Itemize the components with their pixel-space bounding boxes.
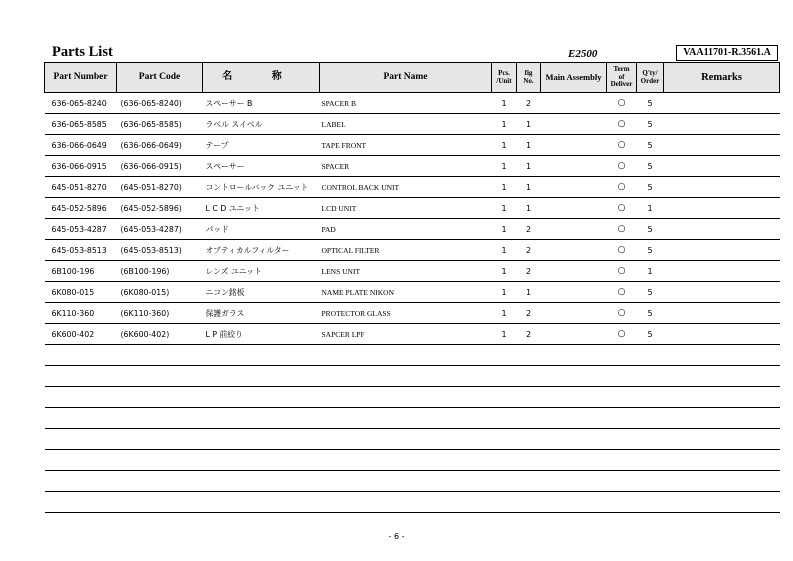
cell-jp-name: パッド <box>203 219 320 240</box>
cell-fig-no: 2 <box>517 219 541 240</box>
model-name: E2500 <box>568 48 598 60</box>
empty-cell <box>45 345 780 366</box>
cell-part-code: (645-052-5896) <box>117 198 203 219</box>
cell-term-of-deliver: ○ <box>607 240 637 261</box>
cell-qty-order: 5 <box>637 324 664 345</box>
empty-cell <box>45 492 780 513</box>
cell-main-assembly <box>541 303 607 324</box>
cell-term-of-deliver: ○ <box>607 93 637 114</box>
col-jp-name: 名 称 <box>203 63 320 93</box>
table-row <box>45 303 780 324</box>
empty-cell <box>45 408 780 429</box>
cell-pcs-unit: 1 <box>492 156 517 177</box>
cell-qty-order: 1 <box>637 261 664 282</box>
cell-part-name: PAD <box>320 219 492 240</box>
cell-main-assembly <box>541 156 607 177</box>
document-number: VAA11701-R.3561.A <box>676 45 778 61</box>
cell-part-number: 6K080-015 <box>45 282 117 303</box>
cell-fig-no: 2 <box>517 93 541 114</box>
cell-part-name: SPACER <box>320 156 492 177</box>
table-row <box>45 240 780 261</box>
cell-term-of-deliver: ○ <box>607 261 637 282</box>
col-pcs-line1: Pcs. <box>498 69 510 78</box>
cell-part-number: 636-065-8240 <box>45 93 117 114</box>
cell-jp-name: L C D ユニット <box>203 198 320 219</box>
table-row <box>45 156 780 177</box>
cell-pcs-unit: 1 <box>492 261 517 282</box>
cell-part-name: SPACER B <box>320 93 492 114</box>
cell-term-of-deliver: ○ <box>607 177 637 198</box>
cell-term-of-deliver: ○ <box>607 282 637 303</box>
parts-table <box>44 62 780 513</box>
col-part-name: Part Name <box>320 63 492 93</box>
cell-remarks <box>664 198 780 219</box>
cell-term-of-deliver: ○ <box>607 156 637 177</box>
table-row <box>45 261 780 282</box>
cell-pcs-unit: 1 <box>492 324 517 345</box>
cell-qty-order: 5 <box>637 156 664 177</box>
cell-remarks <box>664 177 780 198</box>
cell-pcs-unit: 1 <box>492 93 517 114</box>
page-title: Parts List <box>52 44 113 60</box>
cell-qty-order: 5 <box>637 303 664 324</box>
cell-term-of-deliver: ○ <box>607 219 637 240</box>
cell-remarks <box>664 219 780 240</box>
cell-part-code: (636-066-0649) <box>117 135 203 156</box>
cell-jp-name: ラベル スイベル <box>203 114 320 135</box>
cell-part-number: 645-052-5896 <box>45 198 117 219</box>
cell-fig-no: 1 <box>517 198 541 219</box>
cell-part-name: OPTICAL FILTER <box>320 240 492 261</box>
cell-fig-no: 1 <box>517 135 541 156</box>
cell-part-number: 6K600-402 <box>45 324 117 345</box>
cell-part-code: (636-066-0915) <box>117 156 203 177</box>
cell-pcs-unit: 1 <box>492 177 517 198</box>
cell-part-code: (645-053-8513) <box>117 240 203 261</box>
cell-main-assembly <box>541 93 607 114</box>
cell-main-assembly <box>541 282 607 303</box>
cell-part-number: 636-066-0649 <box>45 135 117 156</box>
table-row <box>45 282 780 303</box>
cell-pcs-unit: 1 <box>492 282 517 303</box>
cell-part-number: 645-051-8270 <box>45 177 117 198</box>
col-main-assembly: Main Assembly <box>541 63 607 93</box>
cell-remarks <box>664 282 780 303</box>
col-pcs-line2: /Unit <box>496 76 512 85</box>
empty-cell <box>45 471 780 492</box>
cell-term-of-deliver: ○ <box>607 135 637 156</box>
cell-part-name: LCD UNIT <box>320 198 492 219</box>
table-row <box>45 324 780 345</box>
empty-row <box>45 450 780 471</box>
cell-remarks <box>664 324 780 345</box>
cell-part-name: PROTECTOR GLASS <box>320 303 492 324</box>
empty-cell <box>45 366 780 387</box>
cell-part-name: TAPE FRONT <box>320 135 492 156</box>
cell-fig-no: 1 <box>517 177 541 198</box>
empty-row <box>45 387 780 408</box>
cell-qty-order: 5 <box>637 93 664 114</box>
cell-part-code: (636-065-8585) <box>117 114 203 135</box>
cell-jp-name: L P 前絞り <box>203 324 320 345</box>
cell-main-assembly <box>541 240 607 261</box>
cell-jp-name: レンズ ユニット <box>203 261 320 282</box>
cell-jp-name: ニコン銘板 <box>203 282 320 303</box>
cell-fig-no: 2 <box>517 261 541 282</box>
table-row <box>45 219 780 240</box>
cell-jp-name: 保護ガラス <box>203 303 320 324</box>
cell-pcs-unit: 1 <box>492 219 517 240</box>
cell-qty-order: 5 <box>637 282 664 303</box>
cell-part-code: (6K110-360) <box>117 303 203 324</box>
cell-remarks <box>664 261 780 282</box>
cell-jp-name: スペーサー <box>203 156 320 177</box>
cell-part-number: 6K110-360 <box>45 303 117 324</box>
cell-fig-no: 2 <box>517 303 541 324</box>
cell-qty-order: 5 <box>637 219 664 240</box>
cell-remarks <box>664 156 780 177</box>
empty-cell <box>45 450 780 471</box>
cell-part-code: (636-065-8240) <box>117 93 203 114</box>
cell-jp-name: スペーサー B <box>203 93 320 114</box>
cell-fig-no: 2 <box>517 240 541 261</box>
cell-main-assembly <box>541 177 607 198</box>
cell-remarks <box>664 240 780 261</box>
col-term-line2: of <box>618 72 625 81</box>
cell-pcs-unit: 1 <box>492 114 517 135</box>
cell-qty-order: 5 <box>637 240 664 261</box>
empty-row <box>45 345 780 366</box>
col-qty-line2: Order <box>640 76 660 85</box>
col-qty-order <box>637 63 664 93</box>
cell-term-of-deliver: ○ <box>607 303 637 324</box>
cell-qty-order: 5 <box>637 114 664 135</box>
cell-pcs-unit: 1 <box>492 135 517 156</box>
col-term-of-deliver <box>607 63 637 93</box>
col-fig-line1: fig <box>524 69 533 78</box>
cell-part-name: LENS UNIT <box>320 261 492 282</box>
table-row <box>45 177 780 198</box>
col-part-number: Part Number <box>45 63 117 93</box>
cell-part-name: CONTROL BACK UNIT <box>320 177 492 198</box>
cell-main-assembly <box>541 219 607 240</box>
cell-part-name: NAME PLATE NIKON <box>320 282 492 303</box>
empty-row <box>45 471 780 492</box>
empty-row <box>45 408 780 429</box>
cell-remarks <box>664 114 780 135</box>
table-row <box>45 135 780 156</box>
empty-cell <box>45 429 780 450</box>
cell-part-number: 645-053-4287 <box>45 219 117 240</box>
col-part-code: Part Code <box>117 63 203 93</box>
table-row <box>45 114 780 135</box>
cell-part-code: (645-053-4287) <box>117 219 203 240</box>
cell-jp-name: コントロールバック ユニット <box>203 177 320 198</box>
col-fig-line2: No. <box>523 76 534 85</box>
cell-part-number: 636-066-0915 <box>45 156 117 177</box>
cell-remarks <box>664 135 780 156</box>
cell-part-name: LABEL <box>320 114 492 135</box>
col-qty-line1: Q'ty/ <box>642 69 658 78</box>
cell-part-code: (645-051-8270) <box>117 177 203 198</box>
empty-cell <box>45 387 780 408</box>
empty-row <box>45 492 780 513</box>
empty-row <box>45 366 780 387</box>
cell-main-assembly <box>541 114 607 135</box>
table-header-row <box>45 63 780 93</box>
col-term-line1: Term <box>613 65 630 74</box>
empty-row <box>45 429 780 450</box>
cell-part-code: (6B100-196) <box>117 261 203 282</box>
col-pcs-unit <box>492 63 517 93</box>
cell-main-assembly <box>541 198 607 219</box>
cell-term-of-deliver: ○ <box>607 324 637 345</box>
cell-remarks <box>664 303 780 324</box>
cell-part-number: 6B100-196 <box>45 261 117 282</box>
cell-pcs-unit: 1 <box>492 198 517 219</box>
cell-main-assembly <box>541 324 607 345</box>
cell-qty-order: 5 <box>637 135 664 156</box>
cell-pcs-unit: 1 <box>492 303 517 324</box>
cell-qty-order: 1 <box>637 198 664 219</box>
col-remarks: Remarks <box>664 63 780 93</box>
cell-term-of-deliver: ○ <box>607 114 637 135</box>
cell-main-assembly <box>541 261 607 282</box>
cell-fig-no: 1 <box>517 156 541 177</box>
cell-remarks <box>664 93 780 114</box>
cell-part-code: (6K080-015) <box>117 282 203 303</box>
cell-qty-order: 5 <box>637 177 664 198</box>
col-term-line3: Deliver <box>610 80 633 89</box>
cell-fig-no: 1 <box>517 114 541 135</box>
table-row <box>45 198 780 219</box>
cell-jp-name: テープ <box>203 135 320 156</box>
cell-part-number: 645-053-8513 <box>45 240 117 261</box>
table-row <box>45 93 780 114</box>
cell-jp-name: オプティカルフィルター <box>203 240 320 261</box>
cell-fig-no: 2 <box>517 324 541 345</box>
page-number: - 6 - <box>388 532 405 541</box>
cell-part-number: 636-065-8585 <box>45 114 117 135</box>
cell-main-assembly <box>541 135 607 156</box>
cell-part-code: (6K600-402) <box>117 324 203 345</box>
cell-term-of-deliver: ○ <box>607 198 637 219</box>
cell-part-name: SAPCER LPF <box>320 324 492 345</box>
cell-pcs-unit: 1 <box>492 240 517 261</box>
cell-fig-no: 1 <box>517 282 541 303</box>
col-fig-no <box>517 63 541 93</box>
